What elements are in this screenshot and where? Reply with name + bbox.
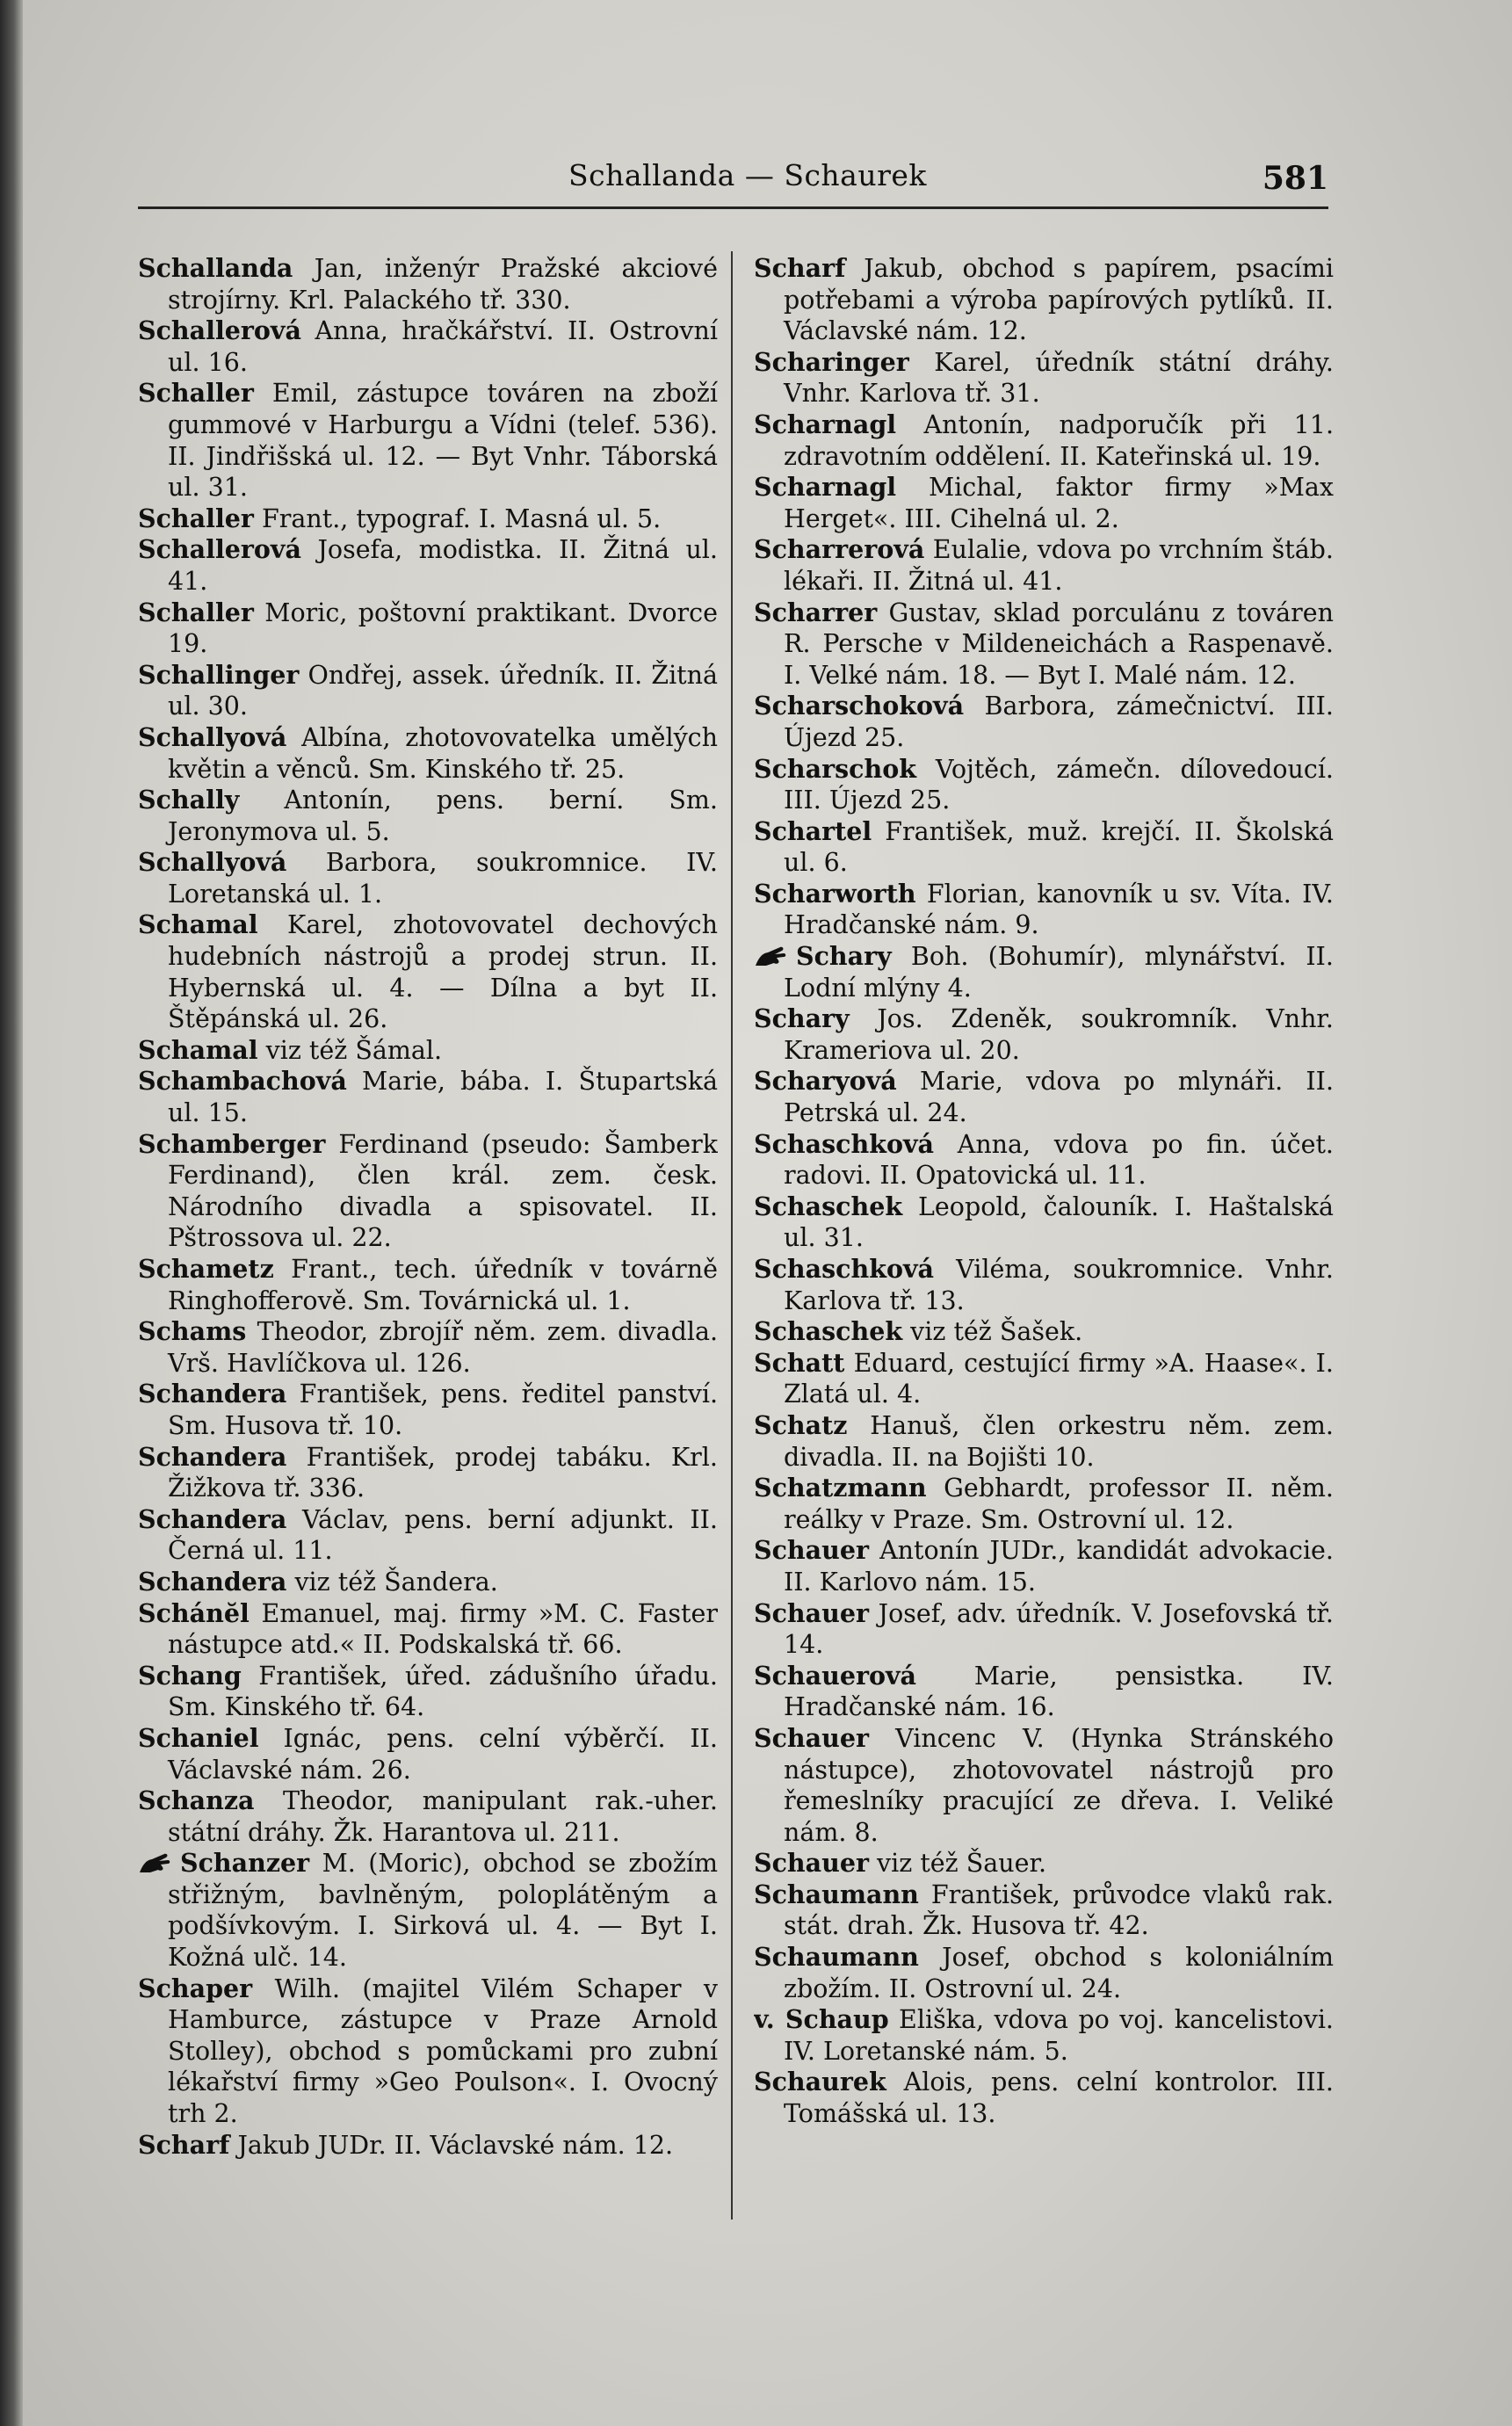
entry-details: Vojtěch, zámečn. dílovedoucí. III. Újezd 25. [784, 754, 1334, 815]
entry-details: Theodor, manipulant rak.-uher. státní dráhy. Žk. Harantova ul. 211. [168, 1786, 718, 1847]
entry-details: Moric, poštovní praktikant. Dvorce 19. [168, 597, 718, 659]
page-number: 581 [1262, 160, 1328, 197]
entry-surname: Schang [138, 1660, 242, 1691]
entry-details: Boh. (Bohumír), mlynářství. II. Lodní mlýny 4. [784, 942, 1334, 1003]
entry-details: Michal, faktor firmy »Max Herget«. III. Cihelná ul. 2. [784, 473, 1334, 533]
entry-details: Vincenc V. (Hynka Stránského nástupce), zhotovovatel nástrojů pro řemeslníky pracující ze dřeva. I. Veliké nám. 8. [784, 1723, 1334, 1847]
entry-surname: Schauer [754, 1535, 869, 1566]
entry-surname: v. Schaup [754, 2004, 889, 2035]
entry-details: Alois, pens. celní kontrolor. III. Tomášská ul. 13. [784, 2068, 1334, 2129]
directory-entry [754, 941, 1334, 1003]
directory-entry [754, 1661, 1334, 1723]
entry-surname: Schallyová [138, 721, 287, 752]
directory-entry [138, 1723, 718, 1785]
right-column [754, 253, 1334, 2239]
entry-surname: Schamal [138, 1034, 258, 1065]
entry-details: Marie, pensistka. IV. Hradčanské nám. 16. [784, 1661, 1334, 1722]
entry-surname: Schauer [754, 1848, 869, 1879]
entry-details: Gebhardt, professor II. něm. reálky v Praze. Sm. Ostrovní ul. 12. [784, 1474, 1334, 1534]
entry-surname: Schandera [138, 1503, 287, 1534]
entry-surname: Schanzer [180, 1848, 310, 1879]
directory-entry [754, 253, 1334, 347]
entry-details: viz též Šámal. [257, 1035, 443, 1065]
directory-entry [754, 754, 1334, 816]
entry-surname: Schaschek [754, 1316, 903, 1347]
directory-entry [754, 879, 1334, 941]
directory-entry [138, 1661, 718, 1723]
directory-entry [138, 785, 718, 847]
entry-details: Emil, zástupce továren na zboží gummové v Harburgu a Vídni (telef. 536). II. Jindřišská ul. 12. — Byt Vnhr. Táborská ul. 31. [168, 379, 718, 503]
entry-surname: Scharschok [754, 753, 917, 784]
directory-entry [138, 1848, 718, 1973]
directory-entry [138, 660, 718, 722]
entry-details: Albína, zhotovovatelka umělých květin a věnců. Sm. Kinského tř. 25. [168, 722, 718, 784]
entry-details: viz též Šašek. [902, 1317, 1083, 1347]
directory-entry [754, 2004, 1334, 2067]
directory-entry [754, 1473, 1334, 1535]
directory-entry [754, 409, 1334, 472]
directory-entry [754, 1535, 1334, 1597]
directory-entry [754, 691, 1334, 753]
entry-details: Florian, kanovník u sv. Víta. IV. Hradčanské nám. 9. [784, 879, 1334, 940]
directory-entry [754, 534, 1334, 597]
directory-entry [138, 722, 718, 785]
directory-entry [754, 1316, 1334, 1348]
entry-details: Antonín, nadporučík při 11. zdravotním oddělení. II. Kateřinská ul. 19. [784, 409, 1334, 471]
entry-details: Josefa, modistka. II. Žitná ul. 41. [168, 535, 718, 596]
entry-surname: Schanza [138, 1785, 255, 1816]
entry-surname: Scharrerová [754, 534, 925, 565]
entry-surname: Scharnagl [754, 409, 897, 439]
directory-entry [138, 1598, 718, 1661]
directory-entry [754, 1003, 1334, 1066]
entry-details: Anna, hračkářství. II. Ostrovní ul. 16. [168, 316, 718, 377]
entry-details: Eulalie, vdova po vrchním štáb. lékaři. II. Žitná ul. 41. [784, 535, 1334, 596]
entry-surname: Schaller [138, 597, 254, 627]
entry-details: Jos. Zdeněk, soukromník. Vnhr. Krameriova ul. 20. [784, 1004, 1334, 1065]
entry-details: Ondřej, assek. úředník. II. Žitná ul. 30. [168, 660, 718, 721]
entry-details: Josef, adv. úředník. V. Josefovská tř. 14. [784, 1598, 1334, 1660]
entry-surname: Scharinger [754, 346, 909, 377]
entry-surname: Schallanda [138, 253, 293, 283]
entry-surname: Schallinger [138, 659, 300, 690]
entry-details: František, průvodce vlaků rak. stát. drah. Žk. Husova tř. 42. [784, 1879, 1334, 1941]
directory-entry [754, 1348, 1334, 1410]
entry-details: Marie, bába. I. Štupartská ul. 15. [168, 1067, 718, 1128]
entry-details: Wilh. (majitel Vilém Schaper v Hamburce, zástupce v Praze Arnold Stolley), obchod s pomůckami pro zubní lékařství firmy »Geo Poulson«. I. Ovocný trh 2. [168, 1973, 718, 2129]
entry-surname: Scharrer [754, 597, 878, 627]
entry-details: Frant., typograf. I. Masná ul. 5. [253, 503, 662, 533]
entry-surname: Scharnagl [754, 472, 897, 503]
entry-surname: Schartel [754, 815, 872, 846]
entry-details: Karel, úředník státní dráhy. Vnhr. Karlova tř. 31. [784, 347, 1334, 409]
entry-details: František, úřed. zádušního úřadu. Sm. Kinského tř. 64. [168, 1661, 718, 1722]
left-column [138, 253, 718, 2239]
entry-surname: Schamberger [138, 1128, 326, 1159]
directory-entry [138, 1504, 718, 1567]
entry-surname: Schallerová [138, 315, 301, 346]
entry-details: Jakub JUDr. II. Václavské nám. 12. [229, 2130, 674, 2160]
entry-details: viz též Šauer. [869, 1849, 1047, 1879]
entry-surname: Scharworth [754, 878, 916, 909]
entry-surname: Schaurek [754, 2067, 886, 2097]
directory-entry [138, 253, 718, 315]
directory-entry [754, 816, 1334, 879]
entry-details: Antonín JUDr., kandidát advokacie. II. Karlovo nám. 15. [784, 1536, 1334, 1597]
entry-surname: Schally [138, 785, 240, 815]
entry-surname: Schatt [754, 1347, 845, 1378]
entry-details: viz též Šandera. [286, 1567, 498, 1597]
directory-entry [138, 534, 718, 597]
entry-surname: Schallyová [138, 847, 287, 878]
entry-surname: Schametz [138, 1254, 274, 1284]
directory-entry [138, 1785, 718, 1848]
entry-surname: Schaschková [754, 1254, 935, 1284]
entry-surname: Schatz [754, 1409, 848, 1440]
entry-details: Viléma, soukromnice. Vnhr. Karlova tř. 13. [784, 1255, 1334, 1315]
entry-surname: Schaper [138, 1973, 253, 2003]
entry-surname: Schaller [138, 378, 254, 409]
entry-details: Eduard, cestující firmy »A. Haase«. I. Zlatá ul. 4. [784, 1348, 1334, 1409]
entry-surname: Schauer [754, 1597, 869, 1628]
entry-details: Karel, zhotovovatel dechových hudebních nástrojů a prodej strun. II. Hybernská ul. 4. — Dílna a byt II. Štěpánská ul. 26. [168, 910, 718, 1034]
entry-surname: Schandera [138, 1566, 287, 1597]
directory-entry [754, 1066, 1334, 1128]
entry-details: Eliška, vdova po voj. kancelistovi. IV. Loretanské nám. 5. [784, 2005, 1334, 2066]
entry-surname: Scharschoková [754, 691, 965, 721]
entry-details: Frant., tech. úředník v továrně Ringhofferově. Sm. Továrnická ul. 1. [168, 1255, 718, 1315]
entry-details: František, pens. ředitel panství. Sm. Husova tř. 10. [168, 1380, 718, 1440]
directory-entry [138, 1066, 718, 1128]
directory-entry [138, 847, 718, 909]
entry-surname: Schaller [138, 503, 254, 533]
directory-entry [138, 1254, 718, 1316]
directory-entry [138, 1129, 718, 1254]
directory-entry [754, 597, 1334, 692]
entry-surname: Schauer [754, 1722, 869, 1753]
directory-entry [138, 315, 718, 378]
directory-entry [754, 1191, 1334, 1254]
entry-details: Václav, pens. berní adjunkt. II. Černá ul. 11. [168, 1504, 718, 1566]
entry-surname: Schallerová [138, 534, 301, 565]
entry-details: Jan, inženýr Pražské akciové strojírny. Krl. Palackého tř. 330. [168, 254, 718, 315]
directory-entry [754, 1129, 1334, 1191]
entry-surname: Schandera [138, 1441, 287, 1472]
directory-entry [754, 1598, 1334, 1661]
entry-surname: Schaschková [754, 1128, 935, 1159]
column-divider [731, 251, 733, 2220]
directory-entry [138, 2130, 718, 2162]
entry-surname: Schary [754, 1003, 850, 1034]
entry-surname: Schambachová [138, 1066, 347, 1097]
directory-entry [138, 909, 718, 1034]
entry-details: Josef, obchod s koloniálním zbožím. II. Ostrovní ul. 24. [784, 1943, 1334, 2003]
entry-details: Ignác, pens. celní výběrčí. II. Václavské nám. 26. [168, 1723, 718, 1785]
pointing-hand-icon [754, 945, 789, 967]
directory-entry [754, 1410, 1334, 1473]
directory-entry [138, 597, 718, 660]
entry-surname: Schaumann [754, 1879, 919, 1909]
entry-details: Ferdinand (pseudo: Šamberk Ferdinand), člen král. zem. česk. Národního divadla a spisovatel. II. Pštrossova ul. 22. [168, 1129, 718, 1253]
entry-details: Barbora, soukromnice. IV. Loretanská ul. 1. [168, 848, 718, 909]
entry-details: František, prodej tabáku. Krl. Žižkova tř. 336. [168, 1442, 718, 1503]
directory-entry [754, 1942, 1334, 2004]
directory-entry [754, 1848, 1334, 1879]
entry-details: M. (Moric), obchod se zbožím střižným, bavlněným, poloplátěným a podšívkovým. I. Sirková ul. 4. — Byt I. Kožná ulč. 14. [168, 1849, 718, 1973]
directory-entry [138, 1035, 718, 1067]
entry-details: Theodor, zbrojíř něm. zem. divadla. Vrš. Havlíčkova ul. 126. [168, 1317, 718, 1378]
entry-details: Leopold, čalouník. I. Haštalská ul. 31. [784, 1191, 1334, 1253]
directory-entry [138, 503, 718, 535]
entry-details: Anna, vdova po fin. účet. radovi. II. Opatovická ul. 11. [784, 1129, 1334, 1191]
directory-entry [754, 347, 1334, 409]
entry-surname: Schaniel [138, 1722, 259, 1753]
running-head: Schallanda — Schaurek [568, 158, 927, 192]
directory-entry [138, 1316, 718, 1379]
directory-entry [138, 1973, 718, 2130]
directory-entry [138, 1567, 718, 1598]
directory-entry [754, 472, 1334, 534]
entry-details: František, muž. krejčí. II. Školská ul. 6. [784, 816, 1334, 878]
page-header [138, 156, 1328, 200]
entry-surname: Scharf [754, 253, 846, 283]
entry-surname: Scharf [138, 2129, 230, 2160]
entry-details: Gustav, sklad porculánu z továren R. Persche v Mildeneichách a Raspenavě. I. Velké nám. 18. — Byt I. Malé nám. 12. [784, 597, 1334, 690]
page-gutter-shadow [0, 0, 23, 2426]
directory-entry [754, 1879, 1334, 1942]
entry-surname: Schary [796, 941, 892, 972]
entry-surname: Schamal [138, 909, 258, 940]
pointing-hand-icon [138, 1851, 173, 1874]
entry-surname: Schandera [138, 1379, 287, 1409]
entry-details: Barbora, zámečnictví. III. Újezd 25. [784, 692, 1334, 752]
directory-entry [138, 1442, 718, 1504]
directory-entry [754, 2067, 1334, 2129]
directory-entry [754, 1723, 1334, 1848]
entry-surname: Schauerová [754, 1660, 917, 1691]
entry-surname: Schams [138, 1316, 247, 1347]
header-rule [138, 206, 1328, 209]
directory-entry [754, 1254, 1334, 1316]
entry-surname: Schánĕl [138, 1597, 250, 1628]
directory-entry [138, 378, 718, 503]
directory-entry [138, 1379, 718, 1441]
entry-details: Jakub, obchod s papírem, psacími potřebami a výroba papírových pytlíků. II. Václavské nám. 12. [784, 254, 1334, 346]
entry-surname: Scharyová [754, 1066, 897, 1097]
entry-surname: Schatzmann [754, 1473, 927, 1503]
entry-details: Marie, vdova po mlynáři. II. Petrská ul. 24. [784, 1067, 1334, 1128]
entry-details: Emanuel, maj. firmy »M. C. Faster nástupce atd.« II. Podskalská tř. 66. [168, 1598, 718, 1660]
entry-details: Antonín, pens. berní. Sm. Jeronymova ul. 5. [168, 786, 718, 846]
entry-surname: Schaschek [754, 1191, 903, 1221]
entry-details: Hanuš, člen orkestru něm. zem. divadla. II. na Bojišti 10. [784, 1410, 1334, 1472]
entry-surname: Schaumann [754, 1942, 919, 1973]
